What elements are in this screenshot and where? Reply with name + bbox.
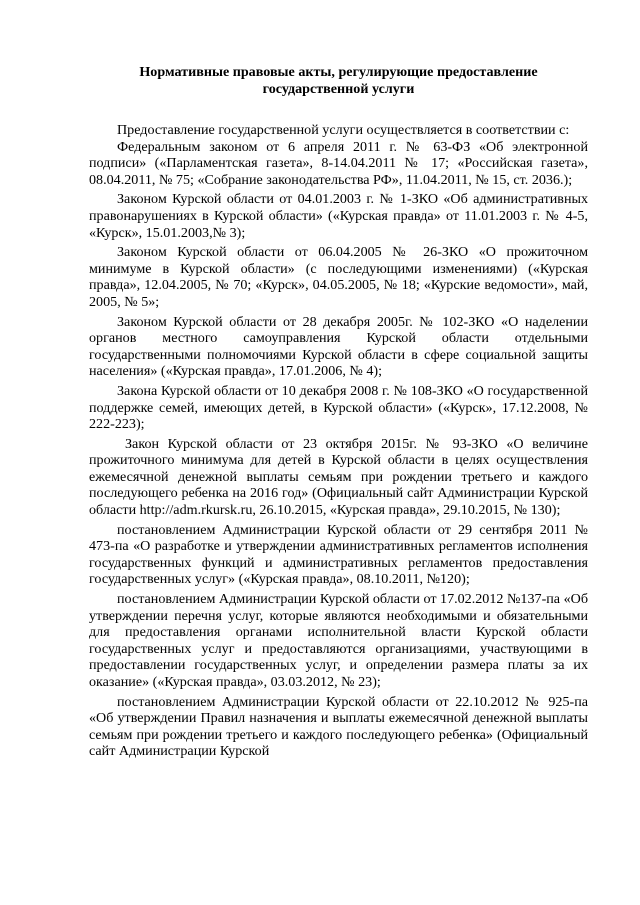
law-paragraph-8: постановлением Администрации Курской области от 17.02.2012 №137-па «Об утверждении перечня услуг, которые являются необходимыми и обязательными для предоставления органами исполнительной власти Курской области государственных услуг и предоставляются организациями, участвующими в предоставлении государственных услуг, и определении размера платы за их оказание» («Курская правда», 03.03.2012, № 23); xyxy=(89,591,588,690)
law-paragraph-6: Закон Курской области от 23 октября 2015г. № 93-ЗКО «О величине прожиточного минимума для детей в Курской области в целях осуществления ежемесячной денежной выплаты семьям при рождении третьего и каждого последующего ребенка на 2016 год» (Официальный сайт Администрации Курской области http://adm.rkursk.ru, 26.10.2015, «Курская правда», 29.10.2015, № 130); xyxy=(89,435,588,519)
law-paragraph-7: постановлением Администрации Курской области от 29 сентября 2011 № 473-па «О разработке и утверждении административных регламентов исполнения государственных функций и административных регламентов предоставления государственных услуг» («Курская правда», 08.10.2011, №120); xyxy=(89,521,588,588)
title-line-1: Нормативные правовые акты, регулирующие предоставление xyxy=(139,64,538,80)
law-paragraph-2: Законом Курской области от 04.01.2003 г. № 1-ЗКО «Об административных правонарушениях в Курской области» («Курская правда» от 11.01.2003 г. № 4-5, «Курск», 15.01.2003,№ 3); xyxy=(89,191,588,241)
document-title xyxy=(89,64,588,98)
title-line-2: государственной услуги xyxy=(262,81,415,97)
law-paragraph-3: Законом Курской области от 06.04.2005 № 26-ЗКО «О прожиточном минимуме в Курской области» (с последующими изменениями) («Курская правда», 12.04.2005, № 70; «Курск», 04.05.2005, № 18; «Курские ведомости», май, 2005, № 5»; xyxy=(89,244,588,310)
law-paragraph-9: постановлением Администрации Курской области от 22.10.2012 № 925-па «Об утверждении Правил назначения и выплаты ежемесячной денежной выплаты семьям при рождении третьего и каждого последующего ребенка» (Официальный сайт Администрации Курской xyxy=(89,693,588,760)
law-paragraph-1: Федеральным законом от 6 апреля 2011 г. № 63-ФЗ «Об электронной подписи» («Парламентская газета», 8-14.04.2011 № 17; «Российская газета», 08.04.2011, № 75; «Собрание законодательства РФ», 11.04.2011, № 15, ст. 2036.); xyxy=(89,138,588,188)
law-paragraph-4: Законом Курской области от 28 декабря 2005г. № 102-ЗКО «О наделении органов местного самоуправления Курской области отдельными государственными полномочиями Курской области в сфере социальной защиты населения» («Курская правда», 17.01.2006, № 4); xyxy=(89,313,588,380)
intro-paragraph: Предоставление государственной услуги осуществляется в соответствии с: xyxy=(117,122,570,138)
law-paragraph-5: Закона Курской области от 10 декабря 2008 г. № 108-ЗКО «О государственной поддержке семей, имеющих детей, в Курской области» («Курск», 17.12.2008, № 222-223); xyxy=(89,382,588,433)
